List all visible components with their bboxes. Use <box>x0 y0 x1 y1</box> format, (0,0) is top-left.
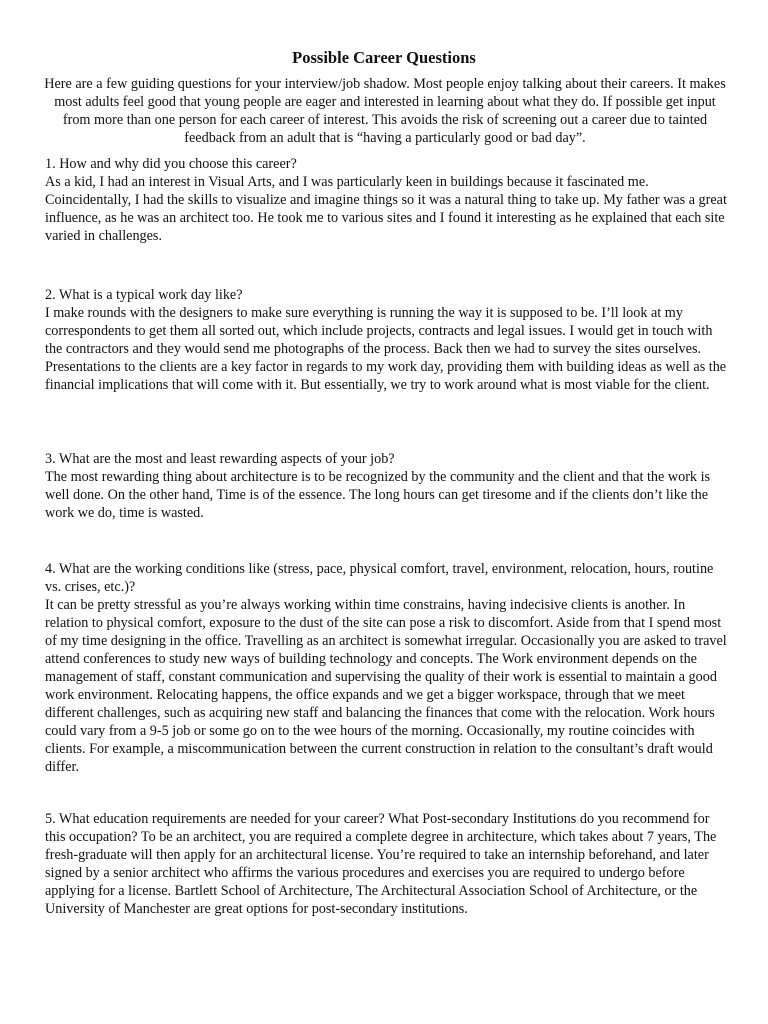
answer-2: I make rounds with the designers to make sure everything is running the way it is supposed to be. I’ll look at my correspondents to get them all sorted out, which include projects, contracts and legal issues. I would get in touch with the contractors and they would send me photographs of the process. Back then we had to survey the sites ourselves. Presentations to the clients are a key factor in regards to my work day, providing them with building ideas as well as the financial implications that will come with it. But essentially, we try to work around what is most viable for the client. <box>45 305 727 393</box>
question-block-2 <box>45 286 730 394</box>
answer-3: The most rewarding thing about architecture is to be recognized by the community and the client and that the work is well done. On the other hand, Time is of the essence. The long hours can get tiresome and if the clients don’t like the work we do, time is wasted. <box>45 469 711 521</box>
document-title: Possible Career Questions <box>292 48 476 67</box>
question-3: 3. What are the most and least rewarding aspects of your job? <box>45 451 395 467</box>
question-block-4 <box>45 560 730 776</box>
question-2: 2. What is a typical work day like? <box>45 287 243 303</box>
question-4: 4. What are the working conditions like (stress, pace, physical comfort, travel, environment, relocation, hours, routine vs. crises, etc.)? <box>45 561 714 595</box>
question-5 <box>45 810 730 918</box>
question-5-text: 5. What education requirements are needed for your career? What Post-secondary Institutions do you recommend for this occupation? <box>45 811 710 845</box>
question-block-5 <box>45 810 730 918</box>
question-block-1 <box>45 155 730 245</box>
question-1: 1. How and why did you choose this career? <box>45 156 297 172</box>
answer-5: To be an architect, you are required a complete degree in architecture, which takes about 7 years, The fresh-graduate will then apply for an architectural license. You’re required to take an internship beforehand, and later signed by a senior architect who affirms the various procedures and exercises you are required to undergo before applying for a license. Bartlett School of Architecture, The Architectural Association School of Architecture, or the University of Manchester are great options for post-secondary institutions. <box>45 829 717 917</box>
intro-paragraph: Here are a few guiding questions for your interview/job shadow. Most people enjoy talking about their careers. It makes most adults feel good that young people are eager and interested in learning about what they do. If possible get input from more than one person for each career of interest. This avoids the risk of screening out a career due to tainted feedback from an adult that is “having a particularly good or bad day”. <box>44 76 726 146</box>
answer-4: It can be pretty stressful as you’re always working within time constrains, having indecisive clients is another. In relation to physical comfort, exposure to the dust of the site can pose a risk to discomfort. Aside from that I spend most of my time designing in the office. Travelling as an architect is somewhat irregular. Occasionally you are asked to travel attend conferences to study new ways of building technology and concepts. The Work environment depends on the management of staff, constant communication and supervising the quality of their work is essential to maintain a good work environment. Relocating happens, the office expands and we get a bigger workspace, through that we meet different challenges, such as acquiring new staff and balancing the finances that come with the relocation. Work hours could vary from a 9-5 job or some go on to the wee hours of the morning. Occasionally, my routine coincides with clients. For example, a miscommunication between the current construction in relation to the consultant’s draft would differ. <box>45 597 727 775</box>
answer-1: As a kid, I had an interest in Visual Arts, and I was particularly keen in buildings because it fascinated me. Coincidentally, I had the skills to visualize and imagine things so it was a natural thing to take up. My father was a great influence, as he was an architect too. He took me to various sites and I found it interesting as he explained that each site varied in challenges. <box>45 174 727 244</box>
question-block-3 <box>45 450 730 522</box>
